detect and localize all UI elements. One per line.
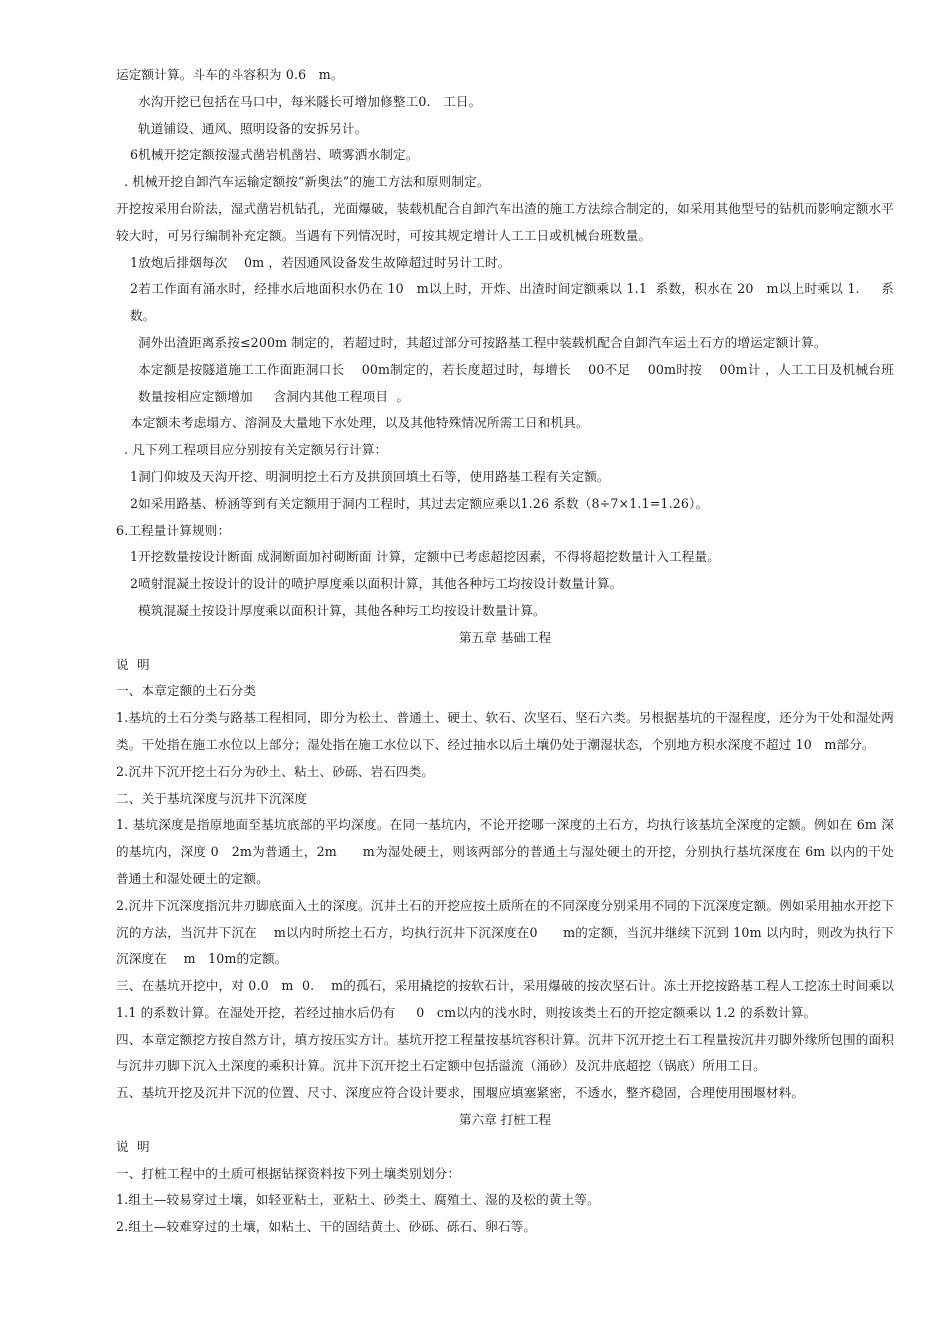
notes-label: 说 明 [116, 656, 150, 672]
paragraph: 2.沉井下沉开挖土石分为砂土、粘土、砂砾、岩石四类。 [116, 763, 435, 779]
paragraph: 1放炮后排烟每次 0m ，若因通风设备发生故障超过时另计工时。 [130, 254, 511, 270]
paragraph: 五、基坑开挖及沉井下沉的位置、尺寸、深度应符合设计要求，围堰应填塞紧密，不透水，整齐稳固，合理使用围堰材料。 [116, 1085, 805, 1101]
chapter-title: 第六章 打桩工程 [458, 1112, 552, 1128]
paragraph: 三、在基坑开挖中，对 0.0 m 0. m的孤石，采用撬挖的按软石计，采用爆破的按次坚石计。冻土开挖按路基工程人工挖冻土时间乘以 1.1 的系数计算。在湿处开挖，若经过抽水后仍有 0 cm以内的浅水时，则按该类土石的开挖定额乘以 1.2 的系数计算。 [116, 978, 899, 1020]
paragraph: 1洞门仰坡及天沟开挖、明洞明挖土石方及拱顶回填土石等，使用路基工程有关定额。 [130, 468, 610, 484]
chapter-5 [116, 625, 899, 1107]
paragraph: 1.基坑的土石分类与路基工程相同，即分为松土、普通土、硬土、软石、次坚石、坚石六类。另根据基坑的干湿程度，还分为干处和湿处两类。干处指在施工水位以上部分；湿处指在施工水位以下、经过抽水以后土壤仍处于潮湿状态，个别地方积水深度不超过 10 m部分。 [116, 710, 894, 752]
notes-label: 说 明 [116, 1138, 150, 1154]
paragraph: . 凡下列工程项目应分别按有关定额另行计算： [124, 442, 388, 458]
chapter-title: 第五章 基础工程 [458, 629, 552, 645]
paragraph: 2喷射混凝土按设计的设计的喷护厚度乘以面积计算，其他各种圬工均按设计数量计算。 [130, 576, 623, 592]
paragraph: 2.组土—较难穿过的土壤，如粘土、干的固结黄土、砂砾、砾石、卵石等。 [116, 1219, 537, 1235]
paragraph: 模筑混凝土按设计厚度乘以面积计算，其他各种圬工均按设计数量计算。 [138, 602, 546, 618]
paragraph: 6机械开挖定额按湿式凿岩机凿岩、喷雾洒水制定。 [130, 147, 419, 163]
document-page [116, 62, 899, 1241]
paragraph: 开挖按采用台阶法，湿式凿岩机钻孔，光面爆破，装载机配合自卸汽车出渣的施工方法综合制定的，如采用其他型号的钻机而影响定额水平较大时，可另行编制补充定额。当遇有下列情况时，可按其规定增计人工工日或机械台班数量。 [116, 200, 894, 243]
section4-tail [116, 62, 894, 625]
paragraph: . 机械开挖自卸汽车运输定额按“新奥法”的施工方法和原则制定。 [124, 174, 490, 190]
paragraph: 本定额未考虑塌方、溶洞及大量地下水处理，以及其他特殊情况所需工日和机具。 [130, 415, 589, 431]
paragraph: 本定额是按隧道施工工作面距洞口长 00m制定的，若长度超过时，每增长 00不足 00m时按 00m计 ，人工工日及机械台班数量按相应定额增加 含洞内其他工程项目 。 [138, 361, 894, 404]
paragraph: 洞外出渣距离系按≤200m 制定的，若超过时，其超过部分可按路基工程中装载机配合自卸汽车运土石方的增运定额计算。 [138, 334, 827, 350]
paragraph: 水沟开挖已包括在马口中，每米隧长可增加修整工0. 工日。 [138, 93, 482, 109]
paragraph: 轨道铺设、通风、照明设备的安拆另计。 [138, 120, 368, 136]
paragraph: 1.组土—较易穿过土壤，如轻亚粘土，亚粘土、砂类土、腐殖土、湿的及松的黄土等。 [116, 1192, 600, 1208]
section-heading: 二、关于基坑深度与沉井下沉深度 [116, 790, 308, 806]
paragraph: 2如采用路基、桥涵等到有关定额用于洞内工程时，其过去定额应乘以1.26 系数（8÷7×1.1=1.26）。 [130, 495, 709, 511]
chapter-6 [116, 1107, 894, 1241]
paragraph: 运定额计算。斗车的斗容积为 0.6 m。 [116, 67, 344, 82]
paragraph: 1. 基坑深度是指原地面至基坑底部的平均深度。在同一基坑内，不论开挖哪一深度的土石方，均执行该基坑全深度的定额。例如在 6m 深的基坑内，深度 0 2m为普通土，2m m为湿处硬土，则该两部分的普通土与湿处硬土的开挖，分别执行基坑深度在 6m 以内的干处普通土和湿处硬土的定额。 [116, 817, 894, 886]
paragraph: 1开挖数量按设计断面 成洞断面加衬砌断面 计算，定额中已考虑超挖因素，不得将超挖数量计入工程量。 [130, 549, 720, 565]
paragraph: 2.沉井下沉深度指沉井刃脚底面入土的深度。沉井土石的开挖应按土质所在的不同深度分别采用不同的下沉深度定额。例如采用抽水开挖下沉的方法，当沉井下沉在 m以内时所挖土石方，均执行沉井下沉深度在0 m的定额，当沉井继续下沉到 10m 以内时，则改为执行下沉深度在 m 10m的定额。 [116, 897, 894, 967]
section-heading: 一、本章定额的土石分类 [116, 683, 257, 699]
paragraph: 6.工程量计算规则： [116, 522, 231, 538]
section-heading: 一、打桩工程中的土质可根据钻探资料按下列土壤类别划分： [116, 1165, 461, 1181]
paragraph: 2若工作面有涌水时，经排水后地面积水仍在 10 m以上时，开炸、出渣时间定额乘以 1.1 系数，积水在 20 m以上时乘以 1. 系数。 [130, 281, 894, 324]
paragraph: 四、本章定额挖方按自然方计，填方按压实方计。基坑开挖工程量按基坑容积计算。沉井下沉开挖土石工程量按沉井刃脚外缘所包围的面积与沉井刃脚下沉入土深度的乘积计算。沉井下沉开挖土石定额中包括溢流（涌砂）及沉井底超挖（锅底）所用工日。 [116, 1031, 894, 1074]
